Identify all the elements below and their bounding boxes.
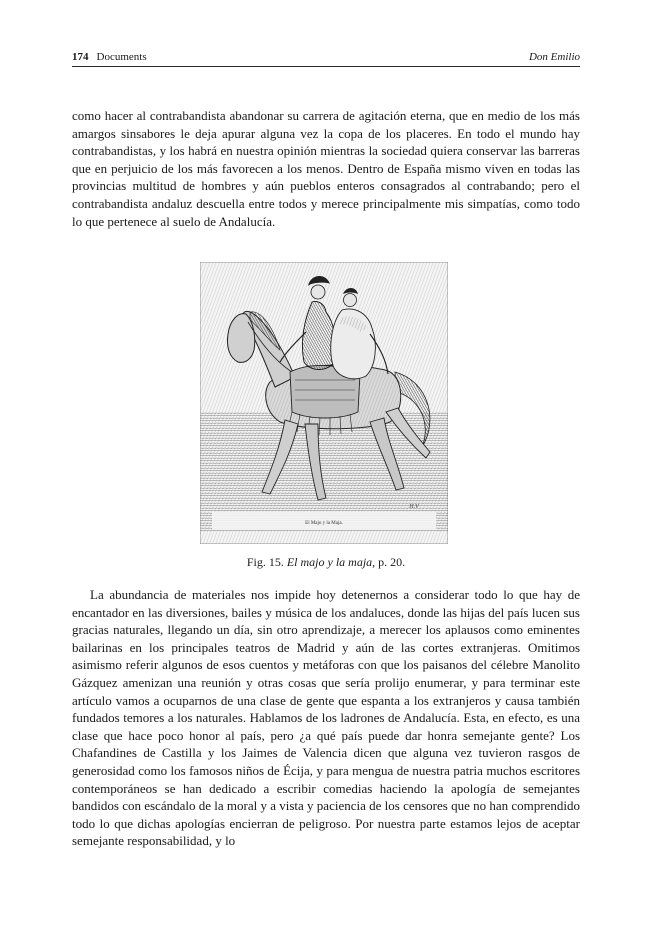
page-number: 174	[72, 51, 89, 63]
paragraph-2: La abundancia de materiales nos impide hoy detenernos a considerar todo lo que hay de encantador en las diversiones, bailes y música de los andaluces, donde las hijas del país lucen sus gracias naturales, llegando un día, sin otro aprendizaje, a merecer los aplausos como eminentes bailarinas en los principales teatros de Madrid y aún de las cortes extranjeras. Omitimos asimismo referir algunos de esos cuentos y metáforas con que los paisanos del célebre Manolito Gázquez amenizan una reunión y otras cosas que sería prolijo enumerar, y para terminar este artículo vamos a ocuparnos de una clase de gente que espanta a los extranjeros y causa también fundados temores a los naturales. Hablamos de los ladrones de Andalucía. Esta, en efecto, es una clase que hace poco honor al país, pero ¿a qué país puede dar honra semejante gente? Los Chafandines de Castilla y los Jaimes de Valencia dicen que alguna vez tuvieron rasgos de generosidad como los famosos niños de Écija, y para mengua de nuestra patria muchos escritores contemporáneos se han dedicado a escribir comedias haciendo la apología de semejantes bandidos con escándalo de la moral y a vista y paciencia de los censores que no han comprendido todo lo que dichas apologías encierran de peligroso. Por nuestra parte estamos lejos de aceptar semejante responsabilidad, y lo	[72, 587, 580, 849]
plate-caption: El Majo y la Maja.	[305, 521, 343, 526]
caption-suffix: p. 20.	[378, 555, 406, 569]
running-header	[72, 50, 580, 66]
caption-title: El majo y la maja,	[286, 555, 376, 569]
paragraph-1: como hacer al contrabandista abandonar su carrera de agitación eterna, que en medio de los más amargos sinsabores le deja apurar alguna vez la copa de los placeres. En todo el mundo hay contrabandistas, y los habrá en nuestra opinión mientras la sociedad quiera conservar las barreras que en perjuicio de los más favorecen a los menos. Dentro de España mismo viven en todas las provincias multitud de hombres y aún pueblos enteros consagrados al contrabando; pero el contrabandista andaluz descuella entre todos y merece principalmente mis simpatías, como todo lo que pertenece al suelo de Andalucía.	[72, 108, 580, 229]
section-name: Documents	[96, 51, 147, 63]
header-rule	[72, 66, 580, 67]
figure-caption	[72, 554, 580, 570]
engraving-illustration	[200, 262, 448, 544]
caption-prefix: Fig. 15.	[246, 555, 284, 569]
engraver-signature: H.V	[409, 504, 419, 510]
running-title: Don Emilio	[528, 51, 580, 63]
figure-engraving	[200, 262, 448, 544]
header-left	[72, 50, 147, 64]
